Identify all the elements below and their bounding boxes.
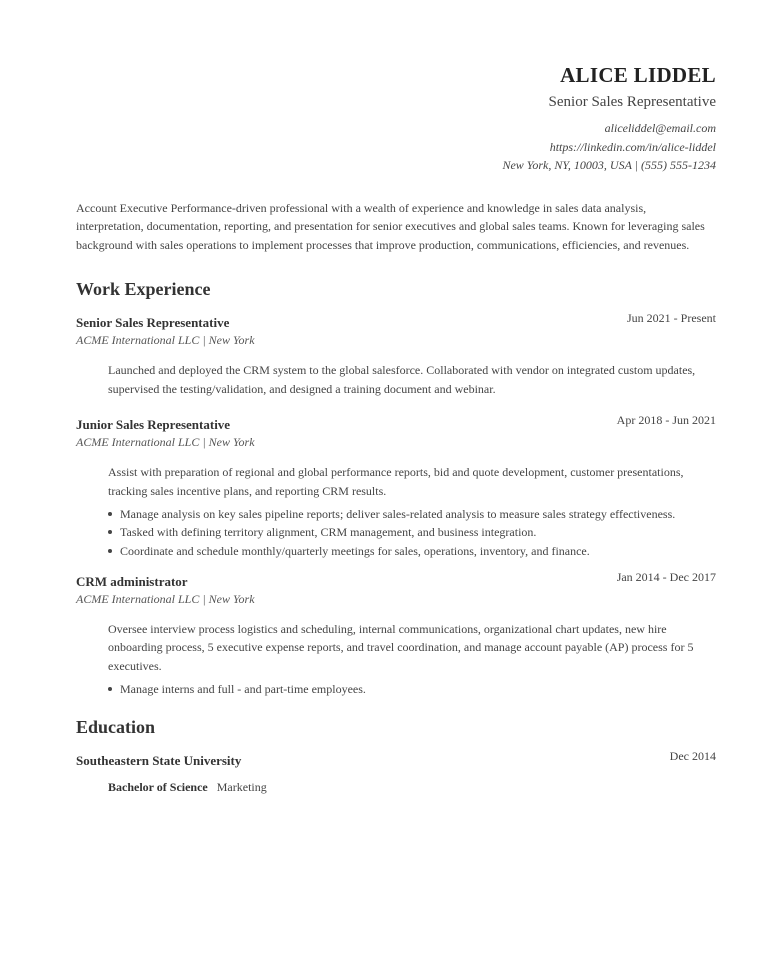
resume-header bbox=[76, 0, 716, 175]
work-entry-date: Apr 2018 - Jun 2021 bbox=[616, 413, 716, 428]
bullet-text: Manage analysis on key sales pipeline reports; deliver sales-related analysis to measure sales strategy effectiveness. bbox=[120, 506, 676, 521]
work-entry-role: CRM administrator bbox=[76, 573, 188, 589]
work-entry-role: Junior Sales Representative bbox=[76, 417, 231, 433]
education-date: Dec 2014 bbox=[669, 749, 716, 764]
list-item bbox=[108, 680, 716, 699]
location-phone-text: New York, NY, 10003, USA | (555) 555-1234 bbox=[502, 158, 716, 172]
work-entry-company: ACME International LLC | New York bbox=[76, 591, 255, 606]
work-entry bbox=[76, 311, 716, 398]
work-entry-role: Senior Sales Representative bbox=[76, 315, 230, 331]
candidate-name: ALICE LIDDEL bbox=[560, 63, 716, 87]
work-entry-company: ACME International LLC | New York bbox=[76, 333, 255, 348]
work-entry-description: Oversee interview process logistics and scheduling, internal communications, organizational chart updates, new hire onboarding process, 5 executive expense reports, and travel coordination, and manage account payable (AP) process for 5 executives. bbox=[108, 621, 694, 673]
bullet-dot-icon bbox=[108, 530, 112, 534]
education-heading: Education bbox=[76, 717, 156, 738]
work-entry-description: Assist with preparation of regional and global performance reports, bid and quote development, customer presentations, tracking sales incentive plans, and reporting CRM results. bbox=[108, 465, 684, 499]
bullet-text: Manage interns and full - and part-time employees. bbox=[120, 681, 366, 696]
bullet-dot-icon bbox=[108, 512, 112, 516]
bullet-list bbox=[108, 680, 716, 699]
work-entry-date: Jun 2021 - Present bbox=[627, 311, 716, 326]
linkedin-link[interactable]: https://linkedin.com/in/alice-liddel bbox=[549, 139, 716, 154]
list-item bbox=[108, 542, 716, 561]
contact-block bbox=[76, 119, 716, 175]
degree-field: Marketing bbox=[216, 780, 267, 795]
education-entry bbox=[76, 749, 716, 796]
candidate-title: Senior Sales Representative bbox=[548, 94, 716, 110]
work-experience-heading: Work Experience bbox=[76, 279, 211, 300]
bullet-text: Coordinate and schedule monthly/quarterly meetings for sales, operations, inventory, and finance. bbox=[120, 544, 590, 559]
list-item bbox=[108, 505, 716, 524]
bullet-list bbox=[108, 505, 716, 561]
bullet-text: Tasked with defining territory alignment, CRM management, and business integration. bbox=[120, 525, 537, 540]
degree-name: Bachelor of Science bbox=[108, 780, 208, 795]
work-entry bbox=[76, 413, 716, 560]
email-text[interactable]: aliceliddel@email.com bbox=[604, 121, 716, 135]
bullet-dot-icon bbox=[108, 549, 112, 553]
summary-paragraph: Account Executive Performance-driven professional with a wealth of experience and knowledge in sales data analysis, interpretation, documentation, reporting, and presentation for senior executives and global sales teams. Known for leveraging sales background with sales operations to implement processes that improve production, communications, efficiencies, and revenues. bbox=[76, 200, 705, 252]
list-item bbox=[108, 523, 716, 542]
work-entry bbox=[76, 569, 716, 698]
work-entry-date: Jan 2014 - Dec 2017 bbox=[616, 569, 716, 584]
bullet-dot-icon bbox=[108, 687, 112, 691]
work-entry-company: ACME International LLC | New York bbox=[76, 435, 255, 450]
school-name: Southeastern State University bbox=[76, 753, 242, 769]
degree-line bbox=[108, 778, 716, 796]
work-entry-description: Launched and deployed the CRM system to the global salesforce. Collaborated with vendor on integrated custom updates, supervised the testing/validation, and designed a training document and webinar. bbox=[108, 363, 696, 396]
